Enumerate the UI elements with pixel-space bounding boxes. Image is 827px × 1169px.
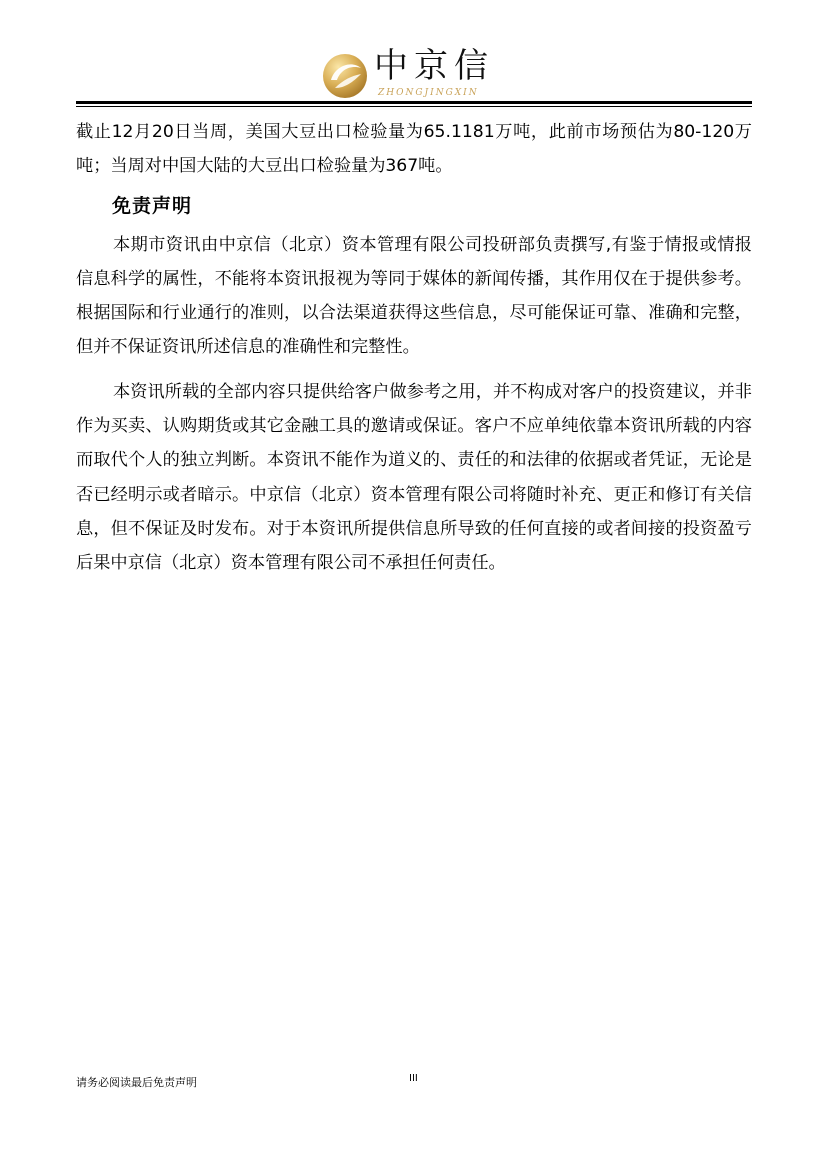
- document-body: [76, 115, 752, 581]
- page-number: III: [409, 1073, 418, 1084]
- page-header: [0, 0, 827, 112]
- intro-paragraph: 截止12月20日当周，美国大豆出口检验量为65.1181万吨，此前市场预估为80-120万吨；当周对中国大陆的大豆出口检验量为367吨。: [76, 122, 752, 177]
- disclaimer-paragraph: 本期市资讯由中京信（北京）资本管理有限公司投研部负责撰写,有鉴于情报或情报信息科学的属性，不能将本资讯报视为等同于媒体的新闻传播，其作用仅在于提供参考。根据国际和行业通行的准则，以合法渠道获得这些信息，尽可能保证可靠、准确和完整，但并不保证资讯所述信息的准确性和完整性。: [76, 234, 752, 358]
- zhongjingxin-logo-icon: [321, 52, 369, 100]
- logo-english-name: ZHONGJINGXIN: [378, 88, 479, 98]
- header-divider-thick: [76, 101, 752, 104]
- disclaimer-heading: 免责声明: [112, 194, 193, 217]
- disclaimer-paragraph: 本资讯所载的全部内容只提供给客户做参考之用，并不构成对客户的投资建议，并非作为买卖、认购期货或其它金融工具的邀请或保证。客户不应单纯依靠本资讯所载的内容而取代个人的独立判断。本资讯不能作为道义的、责任的和法律的依据或者凭证，无论是否已经明示或者暗示。中京信（北京）资本管理有限公司将随时补充、更正和修订有关信息，但不保证及时发布。对于本资讯所提供信息所导致的任何直接的或者间接的投资盈亏后果中京信（北京）资本管理有限公司不承担任何责任。: [76, 381, 752, 574]
- header-divider-thin: [76, 106, 752, 107]
- logo-chinese-name: 中京信: [374, 46, 494, 86]
- footer-notice: 请务必阅读最后免责声明: [76, 1076, 197, 1089]
